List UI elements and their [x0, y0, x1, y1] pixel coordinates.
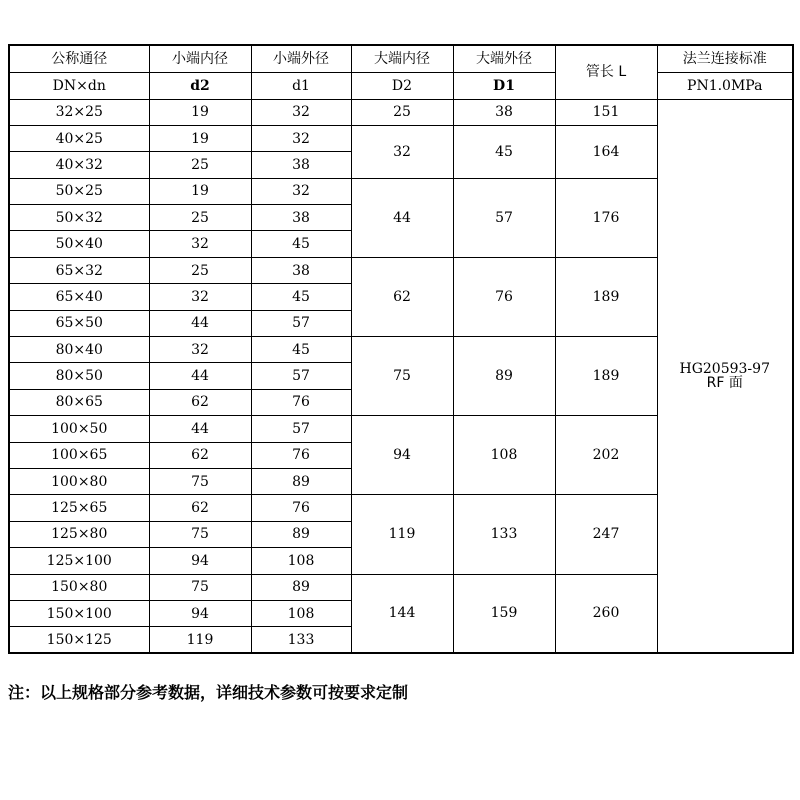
- cell-nominal: 150×125: [9, 627, 149, 653]
- header-small-inner: 小端内径: [149, 45, 251, 72]
- cell-nominal: 50×25: [9, 178, 149, 204]
- cell-large-inner: 94: [351, 416, 453, 495]
- cell-nominal: 65×32: [9, 257, 149, 283]
- cell-small-inner: 32: [149, 284, 251, 310]
- cell-small-inner: 19: [149, 125, 251, 151]
- header-small-outer: 小端外径: [251, 45, 351, 72]
- cell-small-inner: 62: [149, 495, 251, 521]
- cell-nominal: 100×65: [9, 442, 149, 468]
- cell-length: 247: [555, 495, 657, 574]
- cell-small-outer: 45: [251, 337, 351, 363]
- cell-large-inner: 144: [351, 574, 453, 653]
- cell-length: 260: [555, 574, 657, 653]
- cell-large-outer: 57: [453, 178, 555, 257]
- cell-nominal: 40×25: [9, 125, 149, 151]
- cell-nominal: 40×32: [9, 152, 149, 178]
- header-small-inner-symbol: d2: [149, 72, 251, 99]
- cell-small-outer: 45: [251, 284, 351, 310]
- cell-small-inner: 25: [149, 257, 251, 283]
- cell-small-inner: 44: [149, 363, 251, 389]
- header-pressure: PN1.0MPa: [657, 72, 793, 99]
- cell-large-inner: 75: [351, 337, 453, 416]
- cell-small-inner: 32: [149, 337, 251, 363]
- cell-small-outer: 133: [251, 627, 351, 653]
- header-large-inner: 大端内径: [351, 45, 453, 72]
- footnote: 注：以上规格部分参考数据，详细技术参数可按要求定制: [8, 683, 409, 702]
- cell-small-outer: 89: [251, 521, 351, 547]
- cell-small-outer: 45: [251, 231, 351, 257]
- cell-small-inner: 44: [149, 310, 251, 336]
- cell-nominal: 80×65: [9, 389, 149, 415]
- cell-small-inner: 94: [149, 600, 251, 626]
- cell-small-outer: 57: [251, 416, 351, 442]
- cell-small-outer: 57: [251, 363, 351, 389]
- cell-small-outer: 32: [251, 178, 351, 204]
- cell-small-outer: 32: [251, 125, 351, 151]
- flange-standard-code: HG20593-97: [679, 360, 770, 377]
- spec-table-body: [9, 99, 793, 653]
- cell-large-inner: 32: [351, 125, 453, 178]
- cell-small-inner: 75: [149, 574, 251, 600]
- cell-small-outer: 38: [251, 257, 351, 283]
- cell-small-outer: 57: [251, 310, 351, 336]
- header-small-outer-symbol: d1: [251, 72, 351, 99]
- cell-large-outer: 133: [453, 495, 555, 574]
- cell-small-inner: 62: [149, 389, 251, 415]
- cell-small-inner: 19: [149, 99, 251, 125]
- cell-length: 189: [555, 257, 657, 336]
- cell-length: 189: [555, 337, 657, 416]
- header-nominal: 公称通径: [9, 45, 149, 72]
- cell-nominal: 80×50: [9, 363, 149, 389]
- cell-small-inner: 75: [149, 521, 251, 547]
- cell-small-outer: 108: [251, 600, 351, 626]
- cell-length: 151: [555, 99, 657, 125]
- cell-small-inner: 25: [149, 152, 251, 178]
- cell-nominal: 125×65: [9, 495, 149, 521]
- cell-small-outer: 76: [251, 495, 351, 521]
- header-large-inner-symbol: D2: [351, 72, 453, 99]
- cell-flange-standard: [657, 99, 793, 653]
- cell-small-outer: 76: [251, 442, 351, 468]
- header-large-outer-symbol: D1: [453, 72, 555, 99]
- cell-small-outer: 108: [251, 548, 351, 574]
- cell-nominal: 100×80: [9, 468, 149, 494]
- cell-small-inner: 19: [149, 178, 251, 204]
- cell-small-inner: 119: [149, 627, 251, 653]
- cell-large-inner: 25: [351, 99, 453, 125]
- cell-small-inner: 94: [149, 548, 251, 574]
- cell-large-inner: 119: [351, 495, 453, 574]
- cell-nominal: 150×80: [9, 574, 149, 600]
- cell-small-outer: 76: [251, 389, 351, 415]
- cell-large-outer: 108: [453, 416, 555, 495]
- cell-length: 202: [555, 416, 657, 495]
- cell-large-inner: 62: [351, 257, 453, 336]
- cell-nominal: 125×100: [9, 548, 149, 574]
- cell-small-outer: 89: [251, 574, 351, 600]
- spec-table: [8, 44, 794, 654]
- cell-small-outer: 89: [251, 468, 351, 494]
- cell-small-outer: 38: [251, 205, 351, 231]
- cell-small-inner: 62: [149, 442, 251, 468]
- cell-nominal: 50×40: [9, 231, 149, 257]
- cell-nominal: 150×100: [9, 600, 149, 626]
- cell-length: 164: [555, 125, 657, 178]
- cell-length: 176: [555, 178, 657, 257]
- header-nominal-symbol: DN×dn: [9, 72, 149, 99]
- header-length: 管长 L: [555, 45, 657, 99]
- cell-small-inner: 75: [149, 468, 251, 494]
- cell-small-inner: 25: [149, 205, 251, 231]
- cell-large-outer: 76: [453, 257, 555, 336]
- cell-small-outer: 32: [251, 99, 351, 125]
- cell-nominal: 65×50: [9, 310, 149, 336]
- cell-small-outer: 38: [251, 152, 351, 178]
- cell-small-inner: 32: [149, 231, 251, 257]
- cell-large-outer: 89: [453, 337, 555, 416]
- cell-large-outer: 38: [453, 99, 555, 125]
- cell-nominal: 80×40: [9, 337, 149, 363]
- cell-nominal: 32×25: [9, 99, 149, 125]
- cell-large-outer: 45: [453, 125, 555, 178]
- table-row: [9, 99, 793, 125]
- header-flange-standard: 法兰连接标准: [657, 45, 793, 72]
- cell-nominal: 65×40: [9, 284, 149, 310]
- cell-large-inner: 44: [351, 178, 453, 257]
- cell-nominal: 125×80: [9, 521, 149, 547]
- cell-large-outer: 159: [453, 574, 555, 653]
- cell-small-inner: 44: [149, 416, 251, 442]
- header-large-outer: 大端外径: [453, 45, 555, 72]
- cell-nominal: 50×32: [9, 205, 149, 231]
- cell-nominal: 100×50: [9, 416, 149, 442]
- flange-standard-face: RF 面: [706, 374, 743, 391]
